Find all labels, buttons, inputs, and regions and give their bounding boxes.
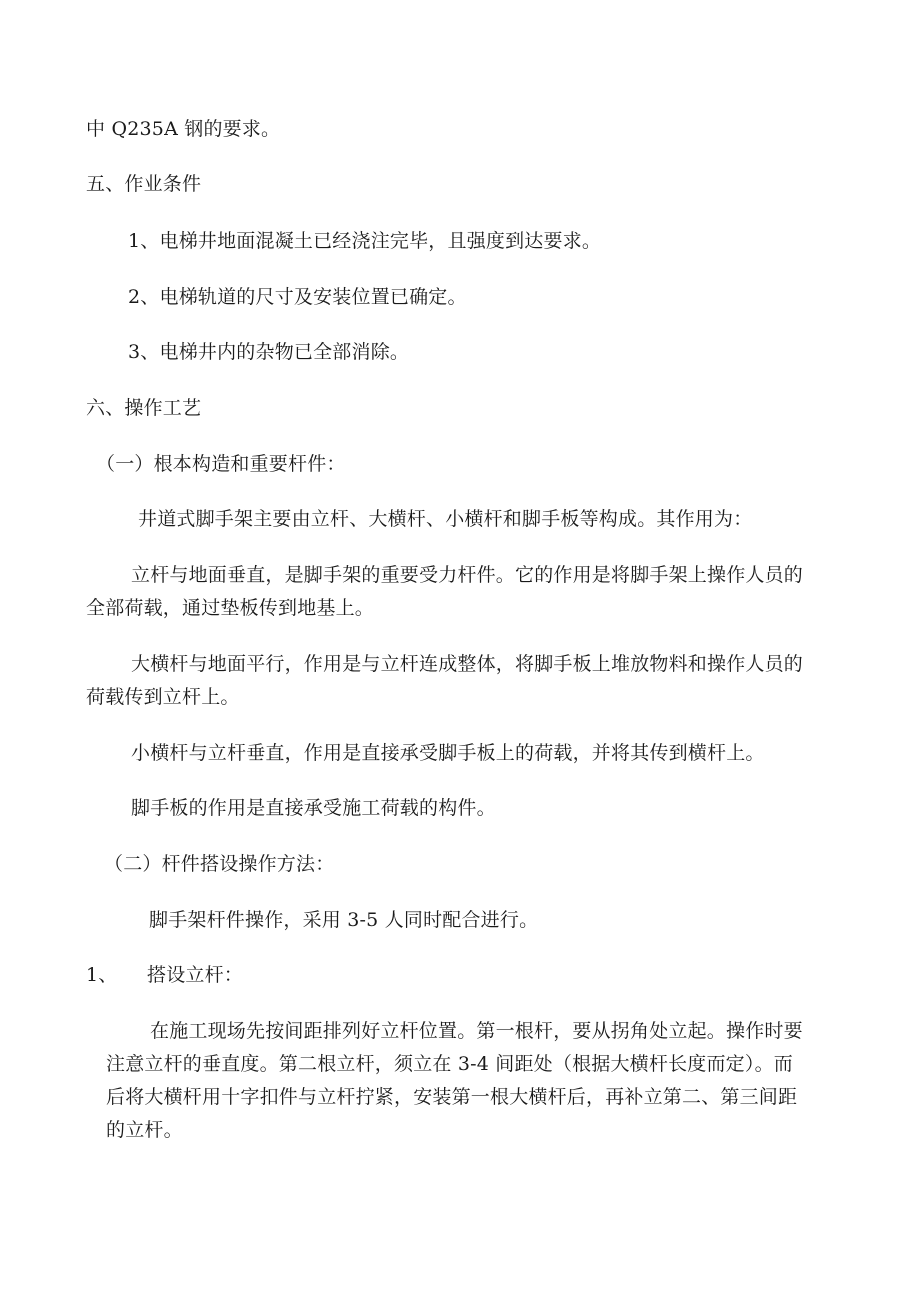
step-heading-erect-poles: 搭设立杆： [147, 964, 244, 986]
paragraph-large-crossbar-line-1: 大横杆与地面平行，作用是与立杆连成整体，将脚手板上堆放物料和操作人员的 [131, 653, 804, 675]
list-item-condition-2: 2、电梯轨道的尺寸及安装位置已确定。 [128, 286, 467, 308]
section-heading-work-conditions: 五、作业条件 [86, 173, 202, 195]
paragraph-assembly-team: 脚手架杆件操作，采用 3-5 人同时配合进行。 [149, 909, 539, 931]
paragraph-vertical-pole-line-2: 全部荷载，通过垫板传到地基上。 [86, 597, 375, 619]
paragraph-intro: 井道式脚手架主要由立杆、大横杆、小横杆和脚手板等构成。其作用为： [138, 508, 753, 530]
paragraph-erect-poles-line-3: 后将大横杆用十字扣件与立杆拧紧，安装第一根大横杆后，再补立第二、第三间距 [106, 1086, 798, 1108]
paragraph-erect-poles-line-4: 的立杆。 [106, 1119, 183, 1141]
paragraph-small-crossbar: 小横杆与立杆垂直，作用是直接承受脚手板上的荷载，并将其传到横杆上。 [131, 742, 765, 764]
list-item-condition-3: 3、电梯井内的杂物已全部消除。 [128, 341, 410, 363]
paragraph-line: 中 Q235A 钢的要求。 [86, 118, 281, 140]
paragraph-erect-poles-line-2: 注意立杆的垂直度。第二根立杆，须立在 3-4 间距处（根据大横杆长度而定）。而 [106, 1053, 793, 1075]
subsection-heading-basic-structure: （一）根本构造和重要杆件： [96, 453, 346, 475]
paragraph-vertical-pole-line-1: 立杆与地面垂直，是脚手架的重要受力杆件。它的作用是将脚手架上操作人员的 [131, 564, 804, 586]
paragraph-scaffold-board: 脚手板的作用是直接承受施工荷载的构件。 [131, 797, 496, 819]
subsection-heading-assembly-method: （二）杆件搭设操作方法： [104, 853, 335, 875]
list-item-condition-1: 1、电梯井地面混凝土已经浇注完毕，且强度到达要求。 [128, 230, 602, 252]
paragraph-erect-poles-line-1: 在施工现场先按间距排列好立杆位置。第一根杆，要从拐角处立起。操作时要 [150, 1020, 803, 1042]
step-number: 1、 [86, 964, 118, 986]
paragraph-large-crossbar-line-2: 荷载传到立杆上。 [86, 686, 240, 708]
section-heading-operation-process: 六、操作工艺 [86, 397, 202, 419]
